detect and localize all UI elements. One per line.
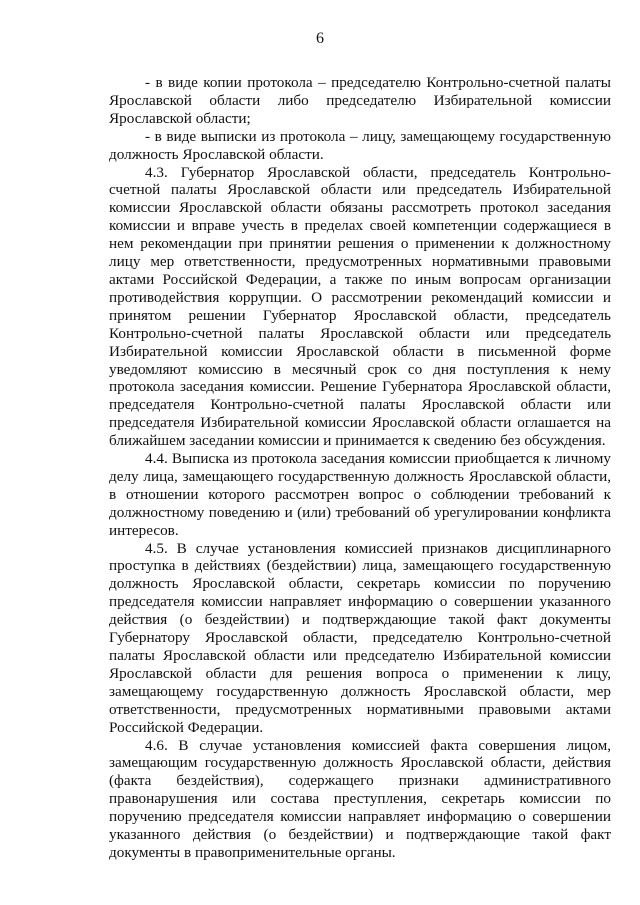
paragraph-protocol-extract: - в виде выписки из протокола – лицу, замещающему государственную должность Ярославской области. [109, 127, 611, 163]
page-number: 6 [316, 30, 324, 47]
document-body [109, 74, 611, 862]
paragraph-4-4: 4.4. Выписка из протокола заседания комиссии приобщается к личному делу лица, замещающего государственную должность Ярославской области, в отношении которого рассмотрен вопрос о соблюдении требований к должностному поведению и (или) требований об урегулировании конфликта интересов. [109, 450, 611, 539]
paragraph-4-3: 4.3. Губернатор Ярославской области, председатель Контрольно-счетной палаты Ярославской области или председатель Избирательной комиссии Ярославской области обязаны рассмотреть протокол заседания комиссии и вправе учесть в пределах своей компетенции содержащиеся в нем рекомендации при принятии решения о применении к должностному лицу мер ответственности, предусмотренных нормативными правовыми актами Российской Федерации, а также по иным вопросам организации противодействия коррупции. О рассмотрении рекомендаций комиссии и принятом решении Губернатор Ярославской области, председатель Контрольно-счетной палаты Ярославской области или председатель Избирательной комиссии Ярославской области в письменной форме уведомляют комиссию в месячный срок со дня поступления к нему протокола заседания комиссии. Решение Губернатора Ярославской области, председателя Контрольно-счетной палаты Ярославской области или председателя Избирательной комиссии Ярославской области оглашается на ближайшем заседании комиссии и принимается к сведению без обсуждения. [109, 163, 611, 450]
paragraph-4-5: 4.5. В случае установления комиссией признаков дисциплинарного проступка в действиях (бездействии) лица, замещающего государственную должность Ярославской области, секретарь комиссии по поручению председателя комиссии направляет информацию о совершении указанного действия (о бездействии) и подтверждающие такой факт документы Губернатору Ярославской области, председателю Контрольно-счетной палаты Ярославской области или председателю Избирательной комиссии Ярославской области для решения вопроса о применении к лицу, замещающему государственную должность Ярославской области, мер ответственности, предусмотренных нормативными правовыми актами Российской Федерации. [109, 539, 611, 736]
paragraph-4-6: 4.6. В случае установления комиссией факта совершения лицом, замещающим государственную должность Ярославской области, действия (факта бездействия), содержащего признаки административного правонарушения или состава преступления, секретарь комиссии по поручению председателя комиссии направляет информацию о совершении указанного действия (о бездействии) и подтверждающие такой факт документы в правоприменительные органы. [109, 736, 611, 861]
paragraph-protocol-copy: - в виде копии протокола – председателю Контрольно-счетной палаты Ярославской области либо председателю Избирательной комиссии Ярославской области; [109, 74, 611, 127]
